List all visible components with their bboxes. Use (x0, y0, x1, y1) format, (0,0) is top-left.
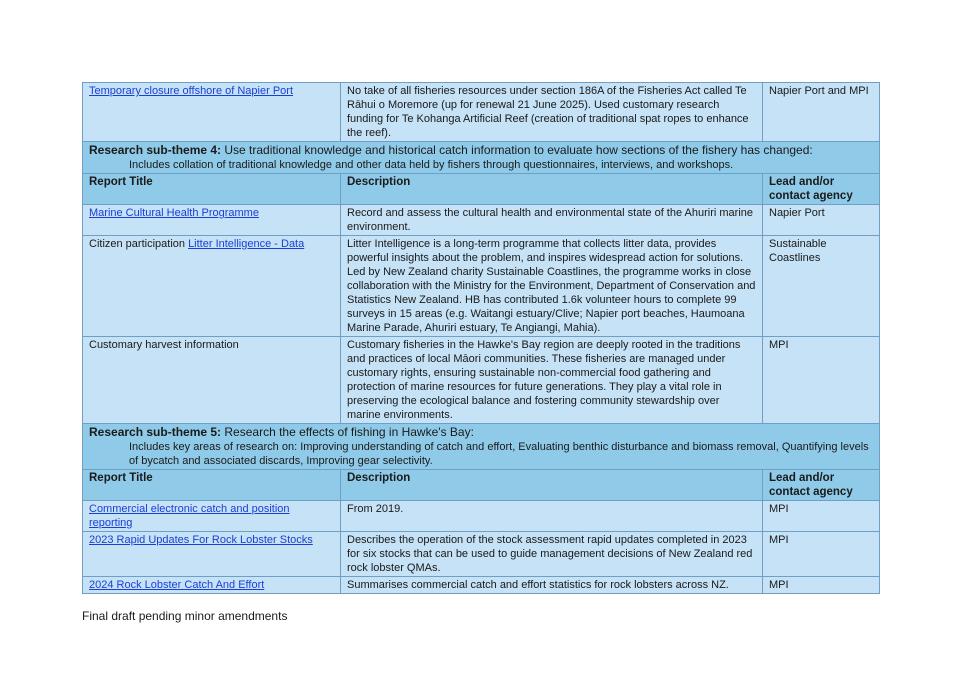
table-header-row (83, 470, 880, 501)
report-link[interactable]: Temporary closure offshore of Napier Port (89, 85, 293, 97)
header-lead: Lead and/or contact agency (763, 174, 880, 205)
sub-theme-5-row (83, 424, 880, 470)
research-table (82, 82, 880, 594)
header-description: Description (341, 470, 763, 501)
table-row: Commercial electronic catch and position reporting From 2019. MPI (83, 501, 880, 532)
header-lead: Lead and/or contact agency (763, 470, 880, 501)
sub-theme-4-row (83, 142, 880, 174)
table-row (83, 83, 880, 142)
report-link[interactable]: Commercial electronic catch and position reporting (89, 503, 290, 529)
sub-theme-4-description: Includes collation of traditional knowledge and other data held by fishers through questionnaires, interviews, and workshops. (129, 159, 734, 171)
report-link[interactable]: 2024 Rock Lobster Catch And Effort (89, 579, 265, 591)
report-title-cell (83, 83, 341, 142)
table-row: 2023 Rapid Updates For Rock Lobster Stocks Describes the operation of the stock assessment rapid updates completed in 2023 for six stocks that can be used to guide management decisions of New Zealand red rock lobster QMAs. MPI (83, 532, 880, 577)
header-report-title: Report Title (83, 470, 341, 501)
header-report-title: Report Title (83, 174, 341, 205)
table-header-row (83, 174, 880, 205)
header-description: Description (341, 174, 763, 205)
description-cell: No take of all fisheries resources under section 186A of the Fisheries Act called Te Rāhui o Moremore (up for renewal 21 June 2025). Used customary research funding for Te Kohanga Artificial Reef (creation of traditional spat ropes to enhance the reef). (341, 83, 763, 142)
table-row: 2024 Rock Lobster Catch And Effort Summarises commercial catch and effort statistics for rock lobsters across NZ. MPI (83, 577, 880, 594)
footer-note: Final draft pending minor amendments (82, 609, 288, 623)
sub-theme-4-title: Research sub-theme 4: Use traditional knowledge and historical catch information to evaluate how sections of the fishery has changed: (89, 143, 813, 157)
table-row: Citizen participation Litter Intelligence - Data Litter Intelligence is a long-term programme that collects litter data, provides powerful insights about the problem, and inspires widespread action for solutions. Led by New Zealand charity Sustainable Coastlines, the programme works in close collaboration with the Ministry for the Environment, Department of Conservation and Statistics New Zealand. HB has contributed 1.6k volunteer hours to complete 99 surveys in 15 areas (e.g. Waitangi estuary/Clive; Napier port beaches, Haumoana Marine Parade, Ahuriri estuary, Te Angiangi, Mahia). Sustainable Coastlines (83, 236, 880, 337)
report-link[interactable]: Litter Intelligence - Data (188, 238, 305, 250)
report-link[interactable]: 2023 Rapid Updates For Rock Lobster Stocks (89, 534, 313, 546)
table-row: Marine Cultural Health Programme Record and assess the cultural health and environmental state of the Ahuriri marine environment. Napier Port (83, 205, 880, 236)
lead-cell: Napier Port and MPI (763, 83, 880, 142)
sub-theme-5-description: Includes key areas of research on: Improving understanding of catch and effort, Evaluating benthic disturbance and biomass removal, Quantifying levels of bycatch and associated discards, Improving gear selectivity. (129, 441, 869, 467)
report-link[interactable]: Marine Cultural Health Programme (89, 207, 259, 219)
sub-theme-5-title: Research sub-theme 5: Research the effects of fishing in Hawke's Bay: (89, 425, 474, 439)
table-row: Customary harvest information Customary fisheries in the Hawke's Bay region are deeply rooted in the traditions and practices of local Māori communities. These fisheries are managed under customary rights, ensuring sustainable non-commercial food gathering and protection of marine resources for future generations. They play a vital role in preserving the ecological balance and fostering community stewardship over marine environments. MPI (83, 337, 880, 424)
